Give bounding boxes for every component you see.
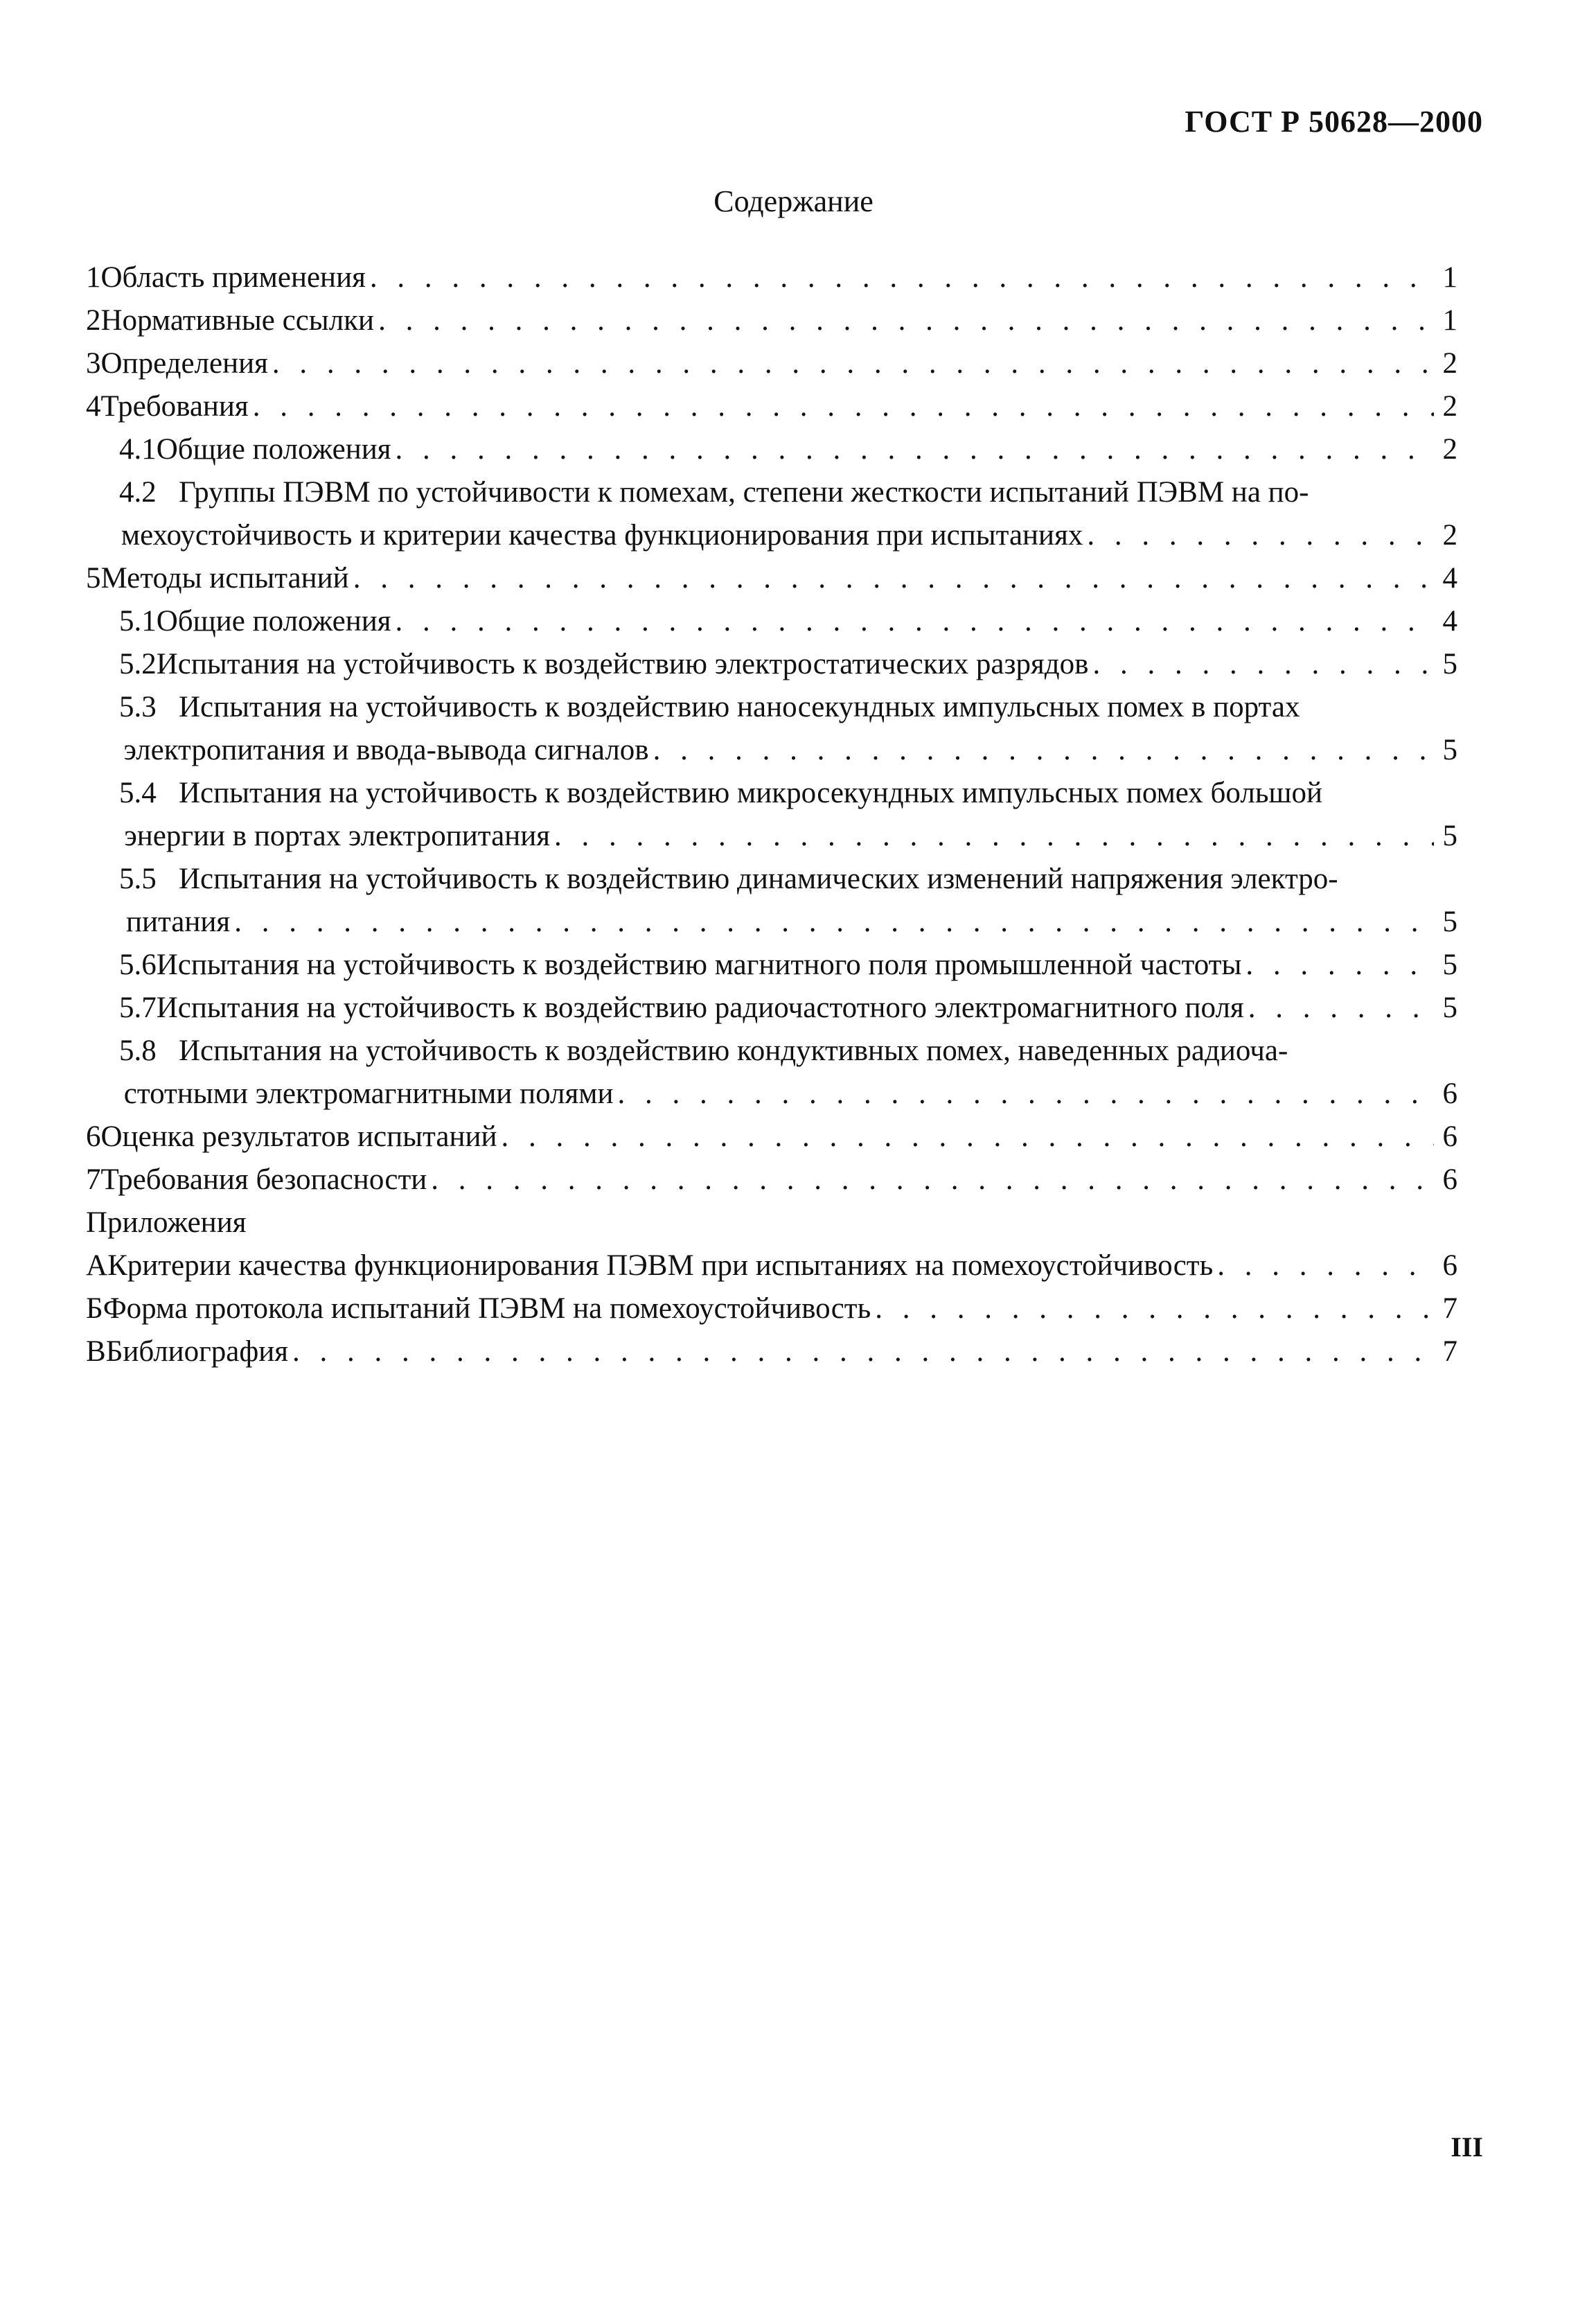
toc-entry-text: Нормативные ссылки <box>100 304 375 337</box>
toc-entry-number: 1 <box>86 261 101 294</box>
leader-dots <box>617 1073 1434 1116</box>
leader-dots <box>875 1287 1434 1330</box>
leader-dots <box>431 1159 1434 1201</box>
leader-dots <box>1087 514 1434 557</box>
toc-entry <box>86 557 1457 600</box>
toc-entry-number: 2 <box>86 304 101 337</box>
toc-entry <box>86 1159 1457 1201</box>
toc-entry-number: 5 <box>86 562 101 595</box>
toc-entry-text: Испытания на устойчивость к воздействию кондуктивных помех, наведенных радиоча- <box>179 1035 1288 1067</box>
appendix-entry <box>86 1244 1457 1287</box>
toc-entry <box>86 256 1457 299</box>
leader-dots <box>234 901 1434 944</box>
toc-entry-text: Испытания на устойчивость к воздействию электростатических разрядов <box>156 648 1089 680</box>
toc-entry-number: 7 <box>86 1163 101 1196</box>
leader-dots <box>396 600 1434 643</box>
toc-entry-continuation <box>86 901 1457 944</box>
toc-entry-page: 5 <box>1442 906 1457 938</box>
toc-entry-text: Группы ПЭВМ по устойчивости к помехам, степени жесткости испытаний ПЭВМ на по- <box>179 476 1309 509</box>
toc-entry-continuation <box>86 1073 1457 1116</box>
toc-entry-text: Испытания на устойчивость к воздействию микросекундных импульсных помех большой <box>179 777 1323 809</box>
toc-entry-text: Методы испытаний <box>100 562 349 595</box>
leader-dots <box>1245 944 1434 987</box>
toc-entry-number: 6 <box>86 1120 101 1153</box>
leader-dots <box>292 1330 1434 1373</box>
toc-entry-continuation <box>86 815 1457 858</box>
toc-entry <box>86 858 1457 901</box>
toc-entry-number: 4.2 <box>119 476 157 509</box>
toc-entry <box>86 772 1457 815</box>
appendix-text: Форма протокола испытаний ПЭВМ на помехоустойчивость <box>103 1292 871 1325</box>
toc-entry-number: 5.1 <box>119 605 157 637</box>
appendix-page: 6 <box>1442 1249 1457 1282</box>
leader-dots <box>396 428 1434 471</box>
appendix-entry <box>86 1287 1457 1330</box>
toc-entry-number: 4.1 <box>119 433 157 466</box>
appendix-text: Библиография <box>105 1335 289 1368</box>
toc-entry-page: 5 <box>1442 820 1457 852</box>
toc-entry <box>86 1116 1457 1159</box>
toc-entry-continuation <box>86 729 1457 772</box>
toc-entry-number: 5.2 <box>119 648 157 680</box>
appendix-text: Критерии качества функционирования ПЭВМ при испытаниях на помехоустойчивость <box>107 1249 1214 1282</box>
toc-entry <box>86 987 1457 1030</box>
appendices-heading: Приложения <box>86 1206 247 1239</box>
toc-entry-text: Область применения <box>100 261 366 294</box>
leader-dots <box>501 1116 1434 1159</box>
toc-entry-text: питания <box>125 906 231 938</box>
toc-entry-number: 5.7 <box>119 992 157 1024</box>
leader-dots <box>370 256 1434 299</box>
toc-entry-number: 5.8 <box>119 1035 157 1067</box>
toc-entry-text: Испытания на устойчивость к воздействию динамических изменений напряжения электро- <box>179 863 1338 895</box>
toc-entry-text: Испытания на устойчивость к воздействию магнитного поля промышленной частоты <box>156 949 1242 981</box>
toc-entry <box>86 686 1457 729</box>
toc-entry <box>86 643 1457 686</box>
appendix-page: 7 <box>1442 1292 1457 1325</box>
toc-entry-page: 2 <box>1442 433 1457 466</box>
toc-entry-text: Определения <box>100 347 268 380</box>
leader-dots <box>253 385 1434 428</box>
leader-dots <box>653 729 1434 772</box>
toc-entry <box>86 342 1457 385</box>
toc-entry-text: Испытания на устойчивость к воздействию радиочастотного электромагнитного поля <box>156 992 1244 1024</box>
leader-dots <box>378 299 1434 342</box>
toc-entry <box>86 600 1457 643</box>
toc-entry-page: 4 <box>1442 562 1457 595</box>
toc-entry-continuation <box>86 514 1457 557</box>
toc-entry-page: 1 <box>1442 304 1457 337</box>
page-number: III <box>1451 2131 1483 2163</box>
toc-title: Содержание <box>713 184 874 218</box>
toc-entry-text: Испытания на устойчивость к воздействию наносекундных импульсных помех в портах <box>179 691 1300 723</box>
toc-entry-text: стотными электромагнитными полями <box>123 1077 614 1110</box>
toc-entry-text: энергии в портах электропитания <box>124 820 551 852</box>
toc-entry-number: 3 <box>86 347 101 380</box>
toc-entry <box>86 299 1457 342</box>
appendix-letter: Б <box>86 1292 103 1325</box>
leader-dots <box>554 815 1434 858</box>
appendices-heading-row <box>86 1201 1457 1244</box>
toc-entry-page: 5 <box>1442 648 1457 680</box>
leader-dots <box>353 557 1434 600</box>
toc-entry-page: 6 <box>1442 1077 1457 1110</box>
toc-entry-page: 1 <box>1442 261 1457 294</box>
toc-entry-text: Общие положения <box>156 433 391 466</box>
toc-entry-text: Общие положения <box>156 605 391 637</box>
toc-entry <box>86 428 1457 471</box>
toc-entry-page: 2 <box>1442 347 1457 380</box>
toc-entry-number: 4 <box>86 390 101 423</box>
toc-entry-page: 6 <box>1442 1120 1457 1153</box>
appendix-letter: А <box>86 1249 108 1282</box>
toc-entry-page: 2 <box>1442 390 1457 423</box>
appendix-entry <box>86 1330 1457 1373</box>
appendix-letter: В <box>86 1335 106 1368</box>
toc-entry-page: 4 <box>1442 605 1457 637</box>
toc-entry-number: 5.4 <box>119 777 157 809</box>
toc-entry-number: 5.6 <box>119 949 157 981</box>
toc-entry-page: 5 <box>1442 992 1457 1024</box>
table-of-contents <box>86 256 1457 1373</box>
toc-entry-text: мехоустойчивость и критерии качества функционирования при испытаниях <box>121 519 1083 552</box>
appendix-page: 7 <box>1442 1335 1457 1368</box>
toc-entry-page: 5 <box>1442 734 1457 766</box>
toc-entry-page: 2 <box>1442 519 1457 552</box>
standard-code: ГОСТ Р 50628—2000 <box>1185 105 1483 139</box>
toc-entry-number: 5.5 <box>119 863 157 895</box>
toc-entry-page: 5 <box>1442 949 1457 981</box>
leader-dots <box>1248 987 1434 1030</box>
toc-entry-text: Оценка результатов испытаний <box>100 1120 497 1153</box>
toc-entry-number: 5.3 <box>119 691 157 723</box>
toc-entry <box>86 385 1457 428</box>
toc-entry-text: Требования безопасности <box>100 1163 427 1196</box>
leader-dots <box>1217 1244 1434 1287</box>
toc-entry-text: Требования <box>100 390 249 423</box>
leader-dots <box>1092 643 1434 686</box>
toc-entry <box>86 471 1457 514</box>
toc-entry <box>86 944 1457 987</box>
toc-entry-text: электропитания и ввода-вывода сигналов <box>123 734 649 766</box>
leader-dots <box>272 342 1434 385</box>
toc-entry-page: 6 <box>1442 1163 1457 1196</box>
toc-entry <box>86 1030 1457 1073</box>
